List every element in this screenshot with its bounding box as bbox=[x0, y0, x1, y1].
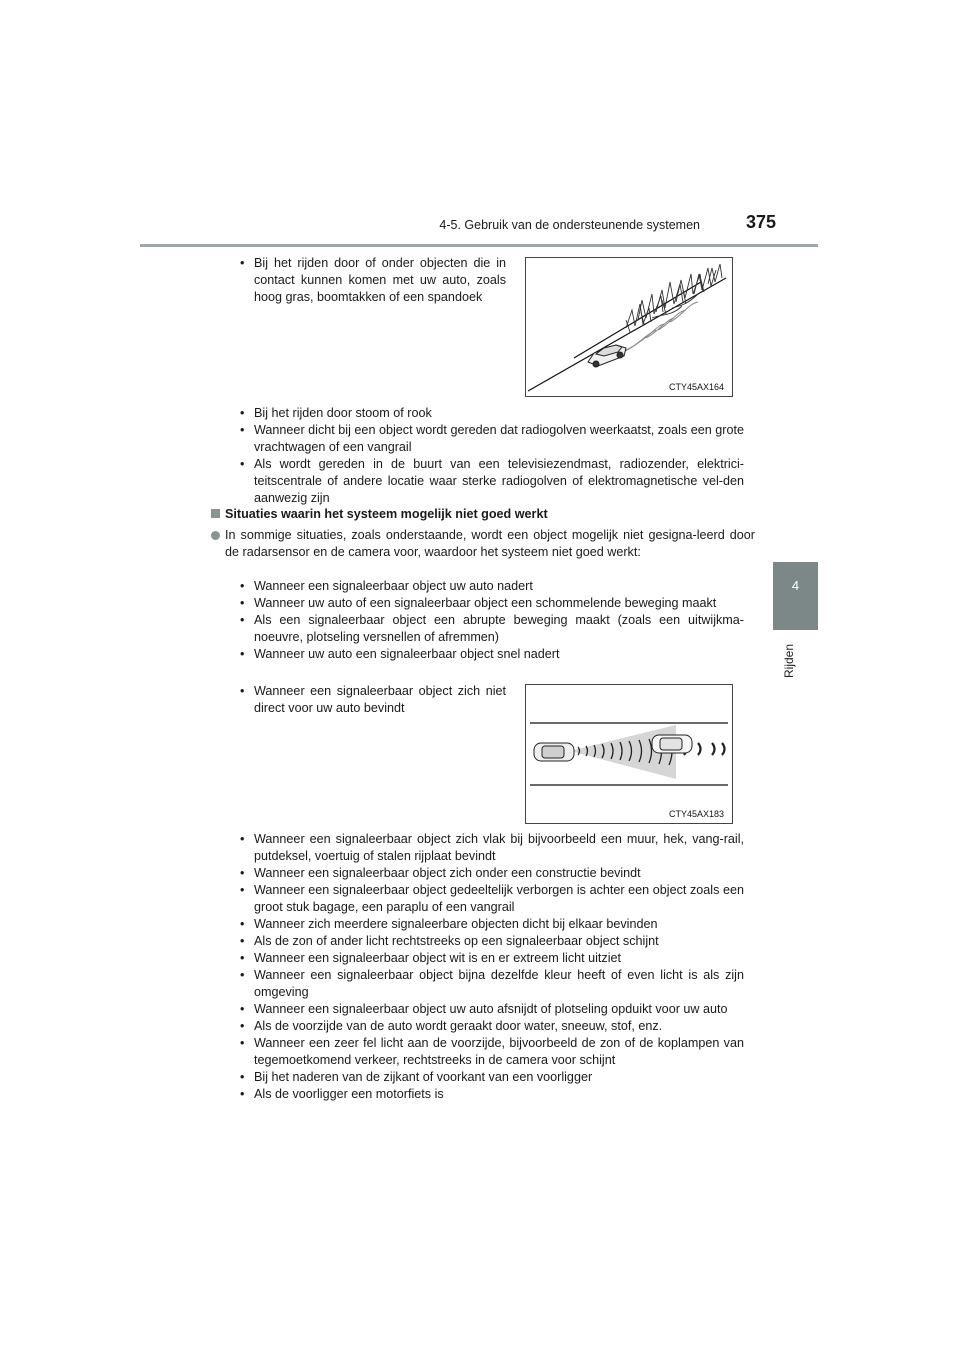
list-item: • Wanneer een signaleerbaar object uw auto nadert bbox=[240, 578, 744, 595]
list-item: • Wanneer een signaleerbaar object wit is en er extreem licht uitziet bbox=[240, 950, 744, 967]
header-rule bbox=[140, 244, 818, 247]
figure-offset-object-illustration bbox=[525, 684, 733, 824]
list-item: • Als wordt gereden in de buurt van een televisiezendmast, radiozender, elektrici-teitscentrale of andere locatie waar sterke radiogolven of elektromagnetische vel-den aanwezig zijn bbox=[240, 456, 744, 507]
list-item: • Bij het rijden door of onder objecten die in contact kunnen komen met uw auto, zoals hoog gras, boomtakken of een spandoek bbox=[240, 255, 506, 306]
list-item: • Als een signaleerbaar object een abrupte beweging maakt (zoals een uitwijkma-noeuvre, plotseling versnellen of afremmen) bbox=[240, 612, 744, 646]
square-bullet-icon bbox=[211, 509, 220, 518]
list-item: • Wanneer een signaleerbaar object zich onder een constructie bevindt bbox=[240, 865, 744, 882]
section-heading-text: Situaties waarin het systeem mogelijk niet goed werkt bbox=[225, 507, 548, 521]
list-item: • Wanneer een signaleerbaar object uw auto afsnijdt of plotseling opduikt voor uw auto bbox=[240, 1001, 744, 1018]
offset-scene-graphic bbox=[526, 685, 732, 823]
list-item: • Wanneer een signaleerbaar object zich niet direct voor uw auto bevindt bbox=[240, 683, 506, 717]
list-item: • Wanneer een signaleerbaar object gedeeltelijk verborgen is achter een object zoals een groot stuk bagage, een paraplu of een vangrail bbox=[240, 882, 744, 916]
section-intro bbox=[211, 527, 755, 561]
list-item: • Wanneer uw auto of een signaleerbaar object een schommelende beweging maakt bbox=[240, 595, 744, 612]
list-item: • Als de zon of ander licht rechtstreeks op een signaleerbaar object schijnt bbox=[240, 933, 744, 950]
section-heading bbox=[211, 506, 751, 523]
list-item: • Wanneer een signaleerbaar object zich vlak bij bijvoorbeeld een muur, hek, vang-rail, putdeksel, voertuig of stalen rijplaat bevindt bbox=[240, 831, 744, 865]
list-item: • Bij het naderen van de zijkant of voorkant van een voorligger bbox=[240, 1069, 744, 1086]
list-item: • Als de voorzijde van de auto wordt geraakt door water, sneeuw, stof, enz. bbox=[240, 1018, 744, 1035]
section-intro-text: In sommige situaties, zoals onderstaande, wordt een object mogelijk niet gesigna-leerd door de radarsensor en de camera voor, waardoor het systeem niet goed werkt: bbox=[225, 528, 755, 559]
page-number: 375 bbox=[745, 212, 776, 232]
chapter-label: Rijden bbox=[782, 643, 796, 678]
circle-bullet-icon bbox=[211, 531, 220, 540]
chapter-label-wrap bbox=[782, 634, 802, 694]
block-1 bbox=[240, 255, 506, 306]
figure-caption: CTY45AX164 bbox=[668, 382, 724, 392]
block-3 bbox=[240, 683, 506, 717]
section-list bbox=[240, 578, 744, 663]
figure-grass-illustration bbox=[525, 257, 733, 397]
list-item: • Wanneer dicht bij een object wordt gereden dat radiogolven weerkaatst, zoals een grote vrachtwagen of een vangrail bbox=[240, 422, 744, 456]
list-item: • Wanneer een zeer fel licht aan de voorzijde, bijvoorbeeld de zon of de koplampen van tegemoetkomend verkeer, rechtstreeks in de camera voor schijnt bbox=[240, 1035, 744, 1069]
chapter-tab[interactable] bbox=[773, 562, 818, 630]
list-item: • Wanneer uw auto een signaleerbaar object snel nadert bbox=[240, 646, 744, 663]
grass-scene-graphic bbox=[526, 258, 732, 396]
list-item: • Bij het rijden door stoom of rook bbox=[240, 405, 744, 422]
figure-caption: CTY45AX183 bbox=[668, 809, 724, 819]
list-item: • Als de voorligger een motorfiets is bbox=[240, 1086, 744, 1103]
list-item: • Wanneer zich meerdere signaleerbare objecten dicht bij elkaar bevinden bbox=[240, 916, 744, 933]
chapter-number: 4 bbox=[791, 578, 800, 593]
block-2 bbox=[240, 405, 744, 507]
block-4 bbox=[240, 831, 744, 1103]
section-title: 4-5. Gebruik van de ondersteunende systemen bbox=[439, 218, 700, 232]
list-item: • Wanneer een signaleerbaar object bijna dezelfde kleur heeft of even licht is als zijn omgeving bbox=[240, 967, 744, 1001]
